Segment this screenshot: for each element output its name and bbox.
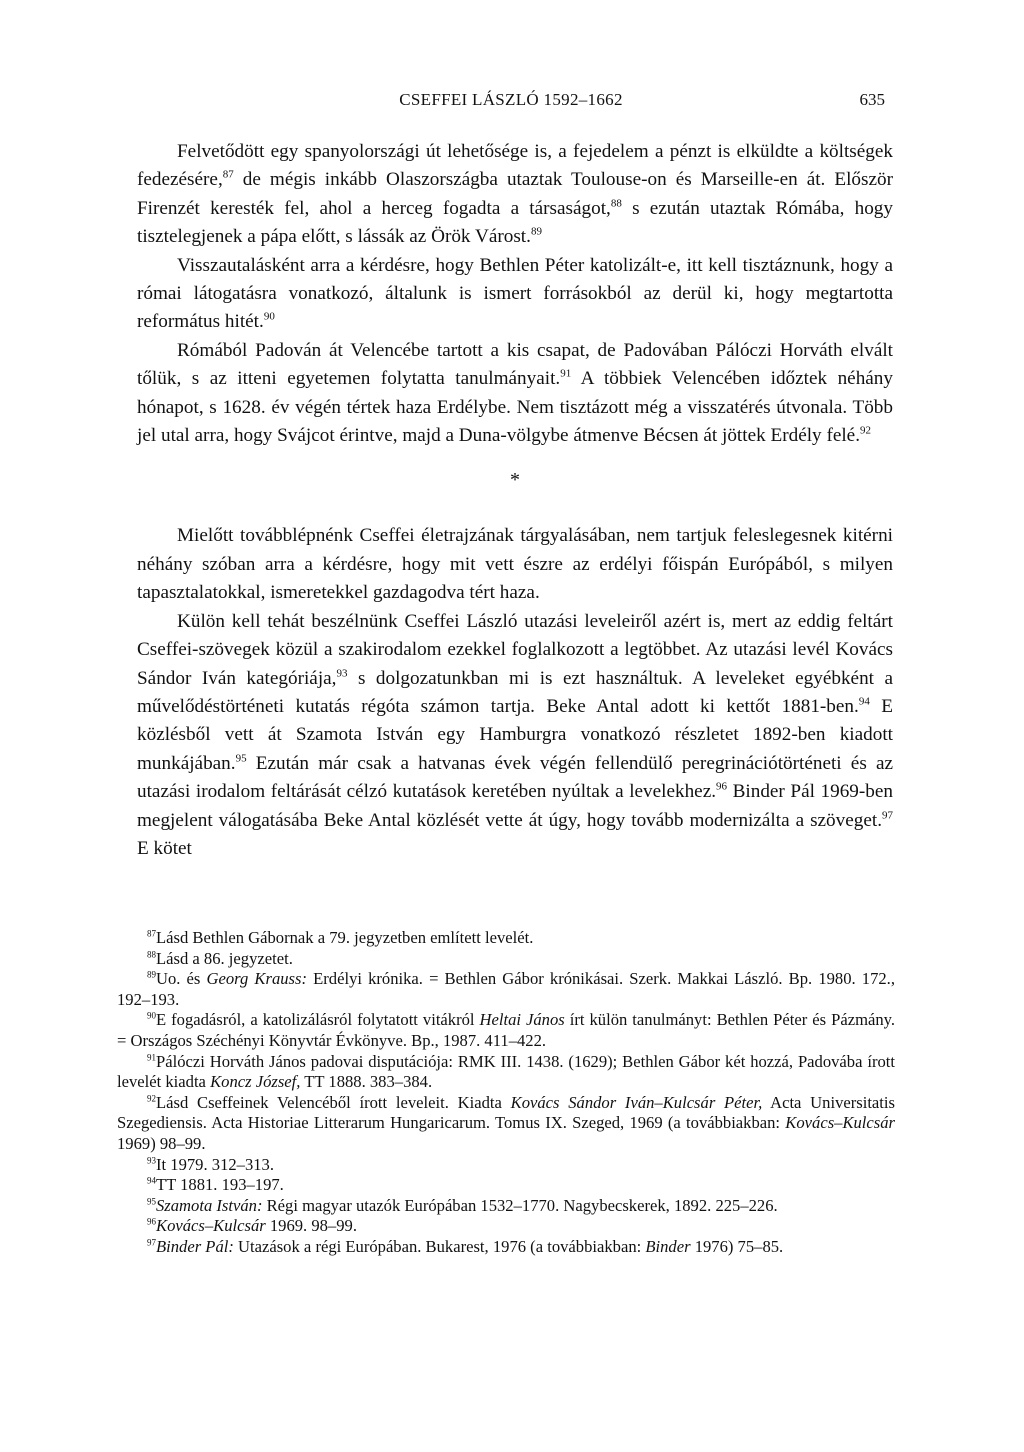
note-reference: 94	[858, 695, 870, 708]
text-run: E közlésből vett át Szamota István egy Hamburgra vonatkozó részletet 1892-ben kiadott munkájában.	[137, 695, 893, 774]
footnote	[117, 1093, 895, 1155]
footnote	[117, 1155, 895, 1176]
text-run: Acta Universitatis Szegediensis. Acta Historiae Litterarum Hungaricarum. Tomus IX. Szeged, 1969 (a továbbiakban:	[117, 1092, 895, 1133]
note-reference: 97	[882, 809, 893, 822]
running-title: CSEFFEI LÁSZLÓ 1592–1662	[399, 90, 623, 109]
body-text	[137, 138, 893, 863]
note-reference: 92	[147, 1093, 156, 1104]
note-reference: 93	[147, 1155, 156, 1165]
footnotes	[117, 928, 895, 1258]
text-run: E kötet	[137, 837, 192, 859]
note-reference: 89	[530, 225, 542, 238]
text-run: Utazások a régi Európában. Bukarest, 1976 (a továbbiakban:	[233, 1236, 646, 1256]
text-run: 1976) 75–85.	[690, 1236, 784, 1256]
note-reference: 89	[147, 969, 156, 980]
body-paragraph	[137, 252, 893, 337]
text-run: 1969. 98–99.	[265, 1216, 357, 1236]
note-reference: 97	[147, 1237, 156, 1248]
footnote	[117, 1216, 895, 1237]
italic-text: Binder	[645, 1236, 691, 1256]
footnote	[117, 1175, 895, 1196]
italic-text: Kovács–Kulcsár	[785, 1113, 895, 1133]
footnote	[117, 949, 895, 970]
text-run: A többiek Velencében időztek néhány hónapot, s 1628. év végén tértek haza Erdélybe. Nem tisztázott még a visszatérés útvonala. Több jel utal arra, hogy Svájcot érintve, majd a Duna-völgybe átmenve Bécsen át jöttek Erdély felé.	[137, 368, 893, 447]
note-reference: 91	[147, 1052, 156, 1063]
text-run: s dolgozatunkban mi is ezt használtuk. A leveleket egyébként a művelődéstörténeti kutatás régóta számon tartja. Beke Antal adott ki kettőt 1881-ben.	[137, 667, 894, 717]
footnote	[117, 1010, 895, 1051]
text-run: Felvetődött egy spanyolországi út lehetősége is, a fejedelem a pénzt is elküldte a költségek fedezésére,	[137, 141, 893, 191]
text-run: 1969) 98–99.	[117, 1133, 206, 1153]
note-reference: 96	[716, 780, 728, 793]
body-paragraph	[137, 608, 893, 864]
note-reference: 88	[610, 197, 622, 210]
note-reference: 90	[147, 1010, 156, 1021]
text-run: de mégis inkább Olaszországba utaztak Toulouse-on és Marseille-en át. Először Firenzét keresték fel, ahol a herceg fogadta a társaságot,	[137, 169, 893, 219]
italic-text: Koncz József,	[210, 1072, 301, 1092]
note-reference: 92	[860, 424, 871, 437]
text-run: It 1979. 312–313.	[156, 1154, 274, 1174]
text-run: TT 1881. 193–197.	[156, 1175, 284, 1195]
italic-text: Kovács Sándor Iván–Kulcsár Péter,	[510, 1092, 763, 1112]
text-run: Külön kell tehát beszélnünk Cseffei László utazási leveleiről azért is, mert az eddig feltárt Cseffei-szövegek közül a szakirodalom ezekkel foglalkozott a legtöbbet. Az utazási levél Kovács Sándor Iván kategóriája,	[137, 610, 893, 689]
italic-text: Binder Pál:	[156, 1236, 234, 1256]
text-run: írt külön tanulmányt: Bethlen Péter és Pázmány. = Országos Széchényi Könyvtár Évkönyve. Bp., 1987. 411–422.	[117, 1010, 896, 1050]
footnote	[117, 1237, 895, 1258]
footnote	[117, 969, 895, 1010]
section-separator: *	[510, 469, 520, 492]
text-run: Régi magyar utazók Európában 1532–1770. Nagybecskerek, 1892. 225–226.	[262, 1195, 778, 1215]
main-paragraphs-second	[137, 522, 893, 863]
text-run: Lásd Cseffeinek Velencéből írott leveleit. Kiadta	[156, 1092, 511, 1112]
italic-text: Kovács–Kulcsár	[156, 1216, 266, 1236]
text-run: Ezután már csak a hatvanas évek végén fellendülő peregrinációtörténeti és az utazási irodalom feltárását célzó kutatások keretében nyúltak a levelekhez.	[137, 752, 893, 803]
main-paragraphs	[137, 138, 893, 450]
text-run: E fogadásról, a katolizálásról folytatott vitákról	[156, 1010, 480, 1030]
note-reference: 95	[147, 1196, 156, 1207]
note-reference: 95	[235, 752, 247, 765]
body-paragraph	[137, 337, 893, 451]
footnote	[117, 1196, 895, 1217]
note-reference: 91	[560, 367, 572, 380]
note-reference: 88	[147, 949, 156, 960]
note-reference: 94	[147, 1175, 156, 1186]
italic-text: Szamota István:	[156, 1195, 263, 1215]
text-run: Lásd Bethlen Gábornak a 79. jegyzetben említett levelét.	[156, 928, 534, 947]
footnote	[117, 928, 895, 949]
running-head	[137, 90, 885, 116]
text-run: Uo. és	[156, 969, 207, 989]
text-run: Visszautalásként arra a kérdésre, hogy Bethlen Péter katolizált-e, itt kell tisztáznunk, hogy a római látogatásra vonatkozó, általunk is ismert forrásokból az derül ki, hogy megtartotta református hitét.	[137, 254, 893, 333]
italic-text: Georg Krauss:	[206, 969, 307, 989]
note-reference: 90	[263, 311, 275, 324]
body-paragraph	[137, 522, 893, 607]
text-run: s ezután utaztak Rómába, hogy tisztelegjenek a pápa előtt, s lássák az Örök Várost.	[137, 197, 893, 248]
text-run: Lásd a 86. jegyzetet.	[156, 948, 293, 968]
italic-text: Heltai János	[479, 1010, 565, 1030]
note-reference: 87	[147, 928, 156, 939]
note-reference: 87	[222, 169, 234, 182]
page-number: 635	[859, 90, 885, 109]
text-run: Mielőtt továbblépnénk Cseffei életrajzának tárgyalásában, nem tartjuk feleslegesnek kitérni néhány szóban arra a kérdésre, hogy mit vett észre az erdélyi főispán Európából, s milyen tapasztalatokkal, ismeretekkel gazdagodva tért haza.	[137, 525, 893, 604]
text-run: Binder Pál 1969-ben megjelent válogatásába Beke Antal közlését vette át úgy, hogy tovább modernizálta a szöveget.	[137, 781, 893, 831]
body-paragraph	[137, 138, 893, 252]
text-run: Erdélyi krónika. = Bethlen Gábor krónikásai. Szerk. Makkai László. Bp. 1980. 172., 192–193.	[117, 969, 895, 1009]
note-reference: 96	[147, 1216, 156, 1227]
text-run: TT 1888. 383–384.	[300, 1072, 433, 1092]
note-reference: 93	[336, 667, 348, 680]
text-run: Rómából Padován át Velencébe tartott a kis csapat, de Padovában Pálóczi Horváth elvált tőlük, s az itteni egyetemen folytatta tanulmányait.	[137, 339, 893, 390]
text-run: Pálóczi Horváth János padovai disputációja: RMK III. 1438. (1629); Bethlen Gábor két hozzá, Padovába írott levelét kiadta	[117, 1051, 895, 1092]
footnote	[117, 1052, 895, 1093]
